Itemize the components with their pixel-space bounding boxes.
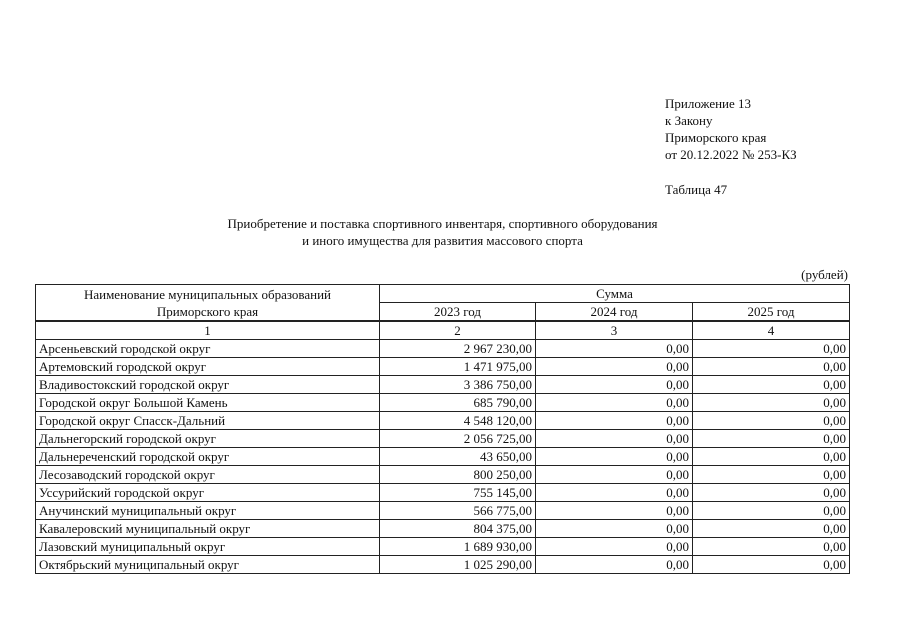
appendix-block (665, 95, 797, 163)
table-row (36, 430, 850, 448)
amount-2024-cell: 0,00 (536, 484, 693, 502)
name-header-line-2: Приморского края (156, 303, 259, 319)
table-row (36, 412, 850, 430)
table-row (36, 520, 850, 538)
municipality-name-cell: Лесозаводский городской округ (36, 466, 380, 484)
amount-2024-cell: 0,00 (536, 430, 693, 448)
amount-2025-cell: 0,00 (693, 412, 850, 430)
amount-2023-cell: 43 650,00 (380, 448, 536, 466)
amount-2025-cell: 0,00 (693, 466, 850, 484)
year-header-2024: 2024 год (536, 303, 693, 322)
name-column-header (36, 285, 380, 322)
title-line-1: Приобретение и поставка спортивного инвентаря, спортивного оборудования (227, 216, 658, 231)
table-row (36, 484, 850, 502)
table-row (36, 376, 850, 394)
amount-2023-cell: 3 386 750,00 (380, 376, 536, 394)
amount-2023-cell: 2 056 725,00 (380, 430, 536, 448)
amount-2024-cell: 0,00 (536, 556, 693, 574)
amount-2024-cell: 0,00 (536, 502, 693, 520)
amount-2025-cell: 0,00 (693, 502, 850, 520)
column-number: 3 (536, 321, 693, 340)
year-header-2025: 2025 год (693, 303, 850, 322)
amount-2025-cell: 0,00 (693, 556, 850, 574)
amount-2023-cell: 2 967 230,00 (380, 340, 536, 358)
municipality-name-cell: Городской округ Спасск-Дальний (36, 412, 380, 430)
table-row (36, 448, 850, 466)
table-number: Таблица 47 (665, 182, 728, 197)
municipality-name-cell: Арсеньевский городской округ (36, 340, 380, 358)
amount-2024-cell: 0,00 (536, 358, 693, 376)
amount-2024-cell: 0,00 (536, 376, 693, 394)
name-header-line-1: Наименование муниципальных образований (83, 286, 332, 302)
municipality-name-cell: Городской округ Большой Камень (36, 394, 380, 412)
column-number: 4 (693, 321, 850, 340)
amount-2023-cell: 685 790,00 (380, 394, 536, 412)
appendix-line: от 20.12.2022 № 253-КЗ (665, 147, 797, 162)
appendix-line: к Закону (665, 113, 713, 128)
table-row (36, 466, 850, 484)
table-row (36, 502, 850, 520)
amount-2025-cell: 0,00 (693, 448, 850, 466)
amount-2024-cell: 0,00 (536, 520, 693, 538)
column-number: 2 (380, 321, 536, 340)
table-row (36, 538, 850, 556)
year-header-2023: 2023 год (380, 303, 536, 322)
amount-2024-cell: 0,00 (536, 340, 693, 358)
amount-2023-cell: 566 775,00 (380, 502, 536, 520)
municipality-name-cell: Октябрьский муниципальный округ (36, 556, 380, 574)
appendix-line: Приложение 13 (665, 96, 752, 111)
amount-2025-cell: 0,00 (693, 340, 850, 358)
municipality-name-cell: Артемовский городской округ (36, 358, 380, 376)
amount-2025-cell: 0,00 (693, 484, 850, 502)
units-label: (рублей) (801, 267, 848, 282)
sum-header: Сумма (380, 285, 850, 303)
amount-2024-cell: 0,00 (536, 448, 693, 466)
amount-2025-cell: 0,00 (693, 520, 850, 538)
municipality-name-cell: Дальнегорский городской округ (36, 430, 380, 448)
amount-2023-cell: 1 471 975,00 (380, 358, 536, 376)
amount-2025-cell: 0,00 (693, 394, 850, 412)
table-row (36, 358, 850, 376)
municipality-name-cell: Уссурийский городской округ (36, 484, 380, 502)
amount-2023-cell: 804 375,00 (380, 520, 536, 538)
municipality-name-cell: Лазовский муниципальный округ (36, 538, 380, 556)
amount-2025-cell: 0,00 (693, 358, 850, 376)
municipality-name-cell: Дальнереченский городской округ (36, 448, 380, 466)
municipality-name-cell: Кавалеровский муниципальный округ (36, 520, 380, 538)
column-number: 1 (36, 321, 380, 340)
amount-2024-cell: 0,00 (536, 538, 693, 556)
budget-table (35, 284, 850, 574)
amount-2024-cell: 0,00 (536, 412, 693, 430)
document-title (140, 215, 745, 249)
amount-2024-cell: 0,00 (536, 394, 693, 412)
appendix-line: Приморского края (665, 130, 767, 145)
amount-2023-cell: 800 250,00 (380, 466, 536, 484)
table-row (36, 394, 850, 412)
amount-2024-cell: 0,00 (536, 466, 693, 484)
amount-2025-cell: 0,00 (693, 376, 850, 394)
title-line-2: и иного имущества для развития массового спорта (302, 233, 583, 248)
column-numbers-row (36, 321, 850, 340)
amount-2025-cell: 0,00 (693, 430, 850, 448)
table-row (36, 340, 850, 358)
amount-2023-cell: 4 548 120,00 (380, 412, 536, 430)
amount-2023-cell: 1 689 930,00 (380, 538, 536, 556)
table-row (36, 556, 850, 574)
amount-2023-cell: 1 025 290,00 (380, 556, 536, 574)
municipality-name-cell: Владивостокский городской округ (36, 376, 380, 394)
municipality-name-cell: Анучинский муниципальный округ (36, 502, 380, 520)
amount-2023-cell: 755 145,00 (380, 484, 536, 502)
amount-2025-cell: 0,00 (693, 538, 850, 556)
